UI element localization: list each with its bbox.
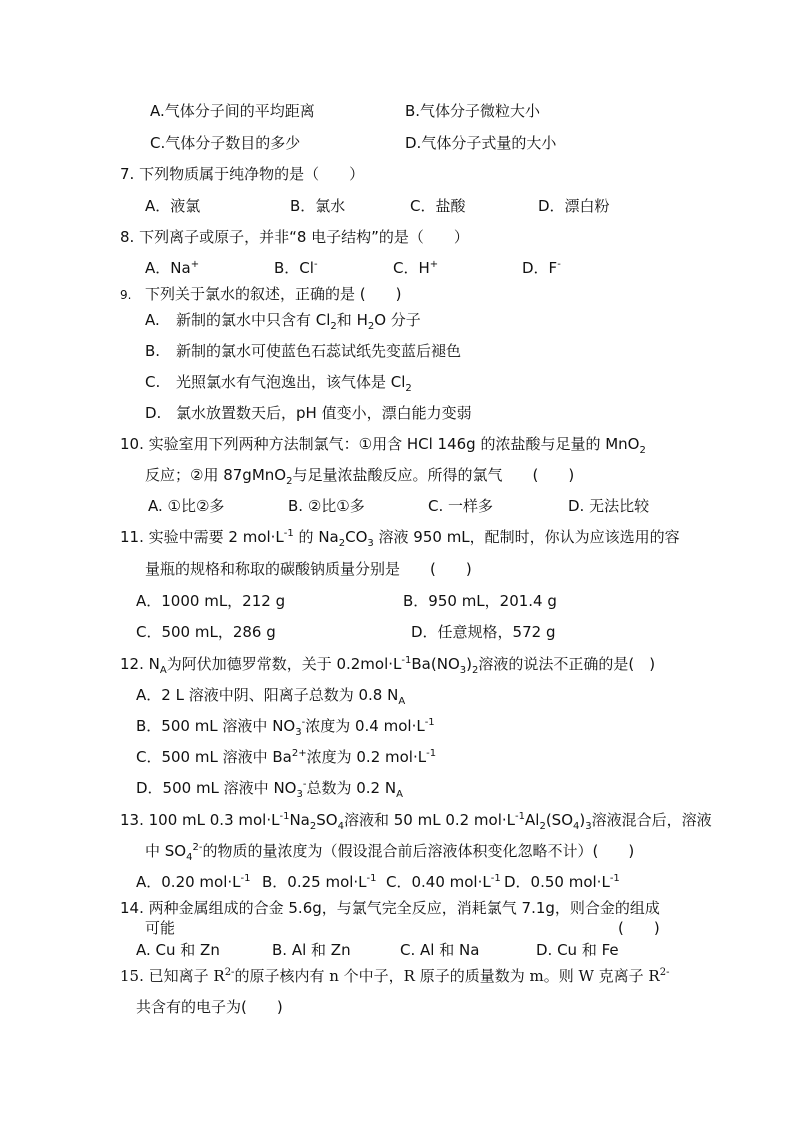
q11-stem-line2: 量瓶的规格和称取的碳酸钠质量分别是 ( ) [145,560,472,578]
q12-option-c: C．500 mL 溶液中 $Ba^{2+}$浓度为 0.2 $mol\cdot L^{-1}$ [136,748,437,766]
q11-stem-line1: 11. 实验中需要 2 $mol\cdot L^{-1}$ 的 $Na_2CO_3$ 溶液 950 mL，配制时，你认为应该选用的容 [120,528,680,549]
q14-stem-line1: 14. 两种金属组成的合金 5.6g，与氯气完全反应，消耗氯气 7.1g，则合金的组成 [120,899,660,917]
q14-option-d: D. Cu 和 Fe [536,941,619,959]
q6-option-d: D.气体分子式量的大小 [405,134,557,152]
q8-option-c: C．H+ [393,259,439,277]
q7-option-c: C．盐酸 [410,197,466,215]
q9-option-b: 新制的氯水可使蓝色石蕊试纸先变蓝后褪色 [176,342,462,360]
q14-stem-line2: 可能 [145,919,176,937]
q12-option-b: B．500 mL 溶液中 $NO_3^-$浓度为 0.4 $mol\cdot L^{-1}$ [136,717,435,738]
q13-option-d: D．0.50 $mol\cdot L^{-1}$ [504,873,620,891]
q8-option-b: B．Cl- [274,259,318,277]
q15-stem-line2: 共含有的电子为( ) [136,998,283,1016]
q9-option-d: 氯水放置数天后，pH 值变小，漂白能力变弱 [176,404,472,422]
q8-stem: 8. 下列离子或原子，并非“8 电子结构”的是（ ） [120,228,469,246]
q11-option-c: C．500 mL，286 g [136,623,276,641]
q13-option-c: C．0.40 $mol\cdot L^{-1}$ [386,873,501,891]
q9-number: 9. [120,288,132,302]
q9-option-a-label: A. [145,311,160,329]
q10-option-a: A. ①比②多 [148,497,225,515]
q12-stem: 12. $N_A$为阿伏加德罗常数，关于 $0.2mol\cdot L^{-1}Ba(NO_3)_2$溶液的说法不正确的是( ) [120,655,656,676]
q10-stem-line1: 10. 实验室用下列两种方法制氯气：①用含 HCl 146g 的浓盐酸与足量的 MnO$_2$ [120,435,646,456]
q14-option-a: A. Cu 和 Zn [136,941,220,959]
q12-option-d: D．500 mL 溶液中 $NO_3^-$总数为 0.2 $N_A$ [136,779,403,800]
q13-stem-line2: 中 $SO_4^{2-}$的物质的量浓度为（假设混合前后溶液体积变化忽略不计）( ) [145,842,635,863]
q14-option-c: C. Al 和 Na [400,941,480,959]
q6-option-b: B.气体分子微粒大小 [405,102,541,120]
q7-option-d: D．漂白粉 [538,197,610,215]
q8-option-d: D．F- [522,259,561,277]
q8-option-a: A．Na+ [145,259,200,277]
q12-option-a: A．2 L 溶液中阴、阳离子总数为 0.8 $N_A$ [136,686,406,707]
q9-stem: 下列关于氯水的叙述，正确的是 ( ) [145,285,402,303]
q10-option-d: D. 无法比较 [568,497,650,515]
q9-option-c: 光照氯水有气泡逸出，该气体是 $Cl_2$ [176,373,412,394]
q11-option-d: D．任意规格，572 g [411,623,556,641]
q9-option-d-label: D. [145,404,162,422]
q6-option-c: C.气体分子数目的多少 [150,134,301,152]
q10-option-b: B. ②比①多 [288,497,365,515]
q9-option-a: 新制的氯水中只含有 $Cl_2$和 $H_2O$ 分子 [176,311,421,332]
q11-option-a: A．1000 mL，212 g [136,592,286,610]
q13-option-a: A．0.20 $mol\cdot L^{-1}$ [136,873,251,891]
q9-option-b-label: B. [145,342,161,360]
q10-stem-line2: 反应；②用 87gMnO$_2$与足量浓盐酸反应。所得的氯气 ( ) [145,466,575,487]
q7-option-a: A．液氯 [145,197,201,215]
q13-option-b: B．0.25 $mol\cdot L^{-1}$ [262,873,377,891]
q10-option-c: C. 一样多 [428,497,494,515]
q7-stem: 7. 下列物质属于纯净物的是（ ） [120,165,365,183]
q14-option-b: B. Al 和 Zn [272,941,351,959]
q6-option-a: A.气体分子间的平均距离 [150,102,315,120]
q11-option-b: B．950 mL，201.4 g [403,592,557,610]
q14-answer-paren: ( ) [618,919,660,937]
q7-option-b: B．氯水 [290,197,346,215]
q13-stem-line1: 13. 100 mL 0.3 $mol\cdot L^{-1}Na_2SO_4$溶液和 50 mL 0.2 $mol\cdot L^{-1}Al_2(SO_4)_3$溶液混合后，溶液 [120,811,712,832]
q9-option-c-label: C. [145,373,161,391]
q15-stem-line1: 15. 已知离子 $R^{2-}$的原子核内有 n 个中子，R 原子的质量数为 m。则 W 克离子 $R^{2-}$ [120,967,670,985]
